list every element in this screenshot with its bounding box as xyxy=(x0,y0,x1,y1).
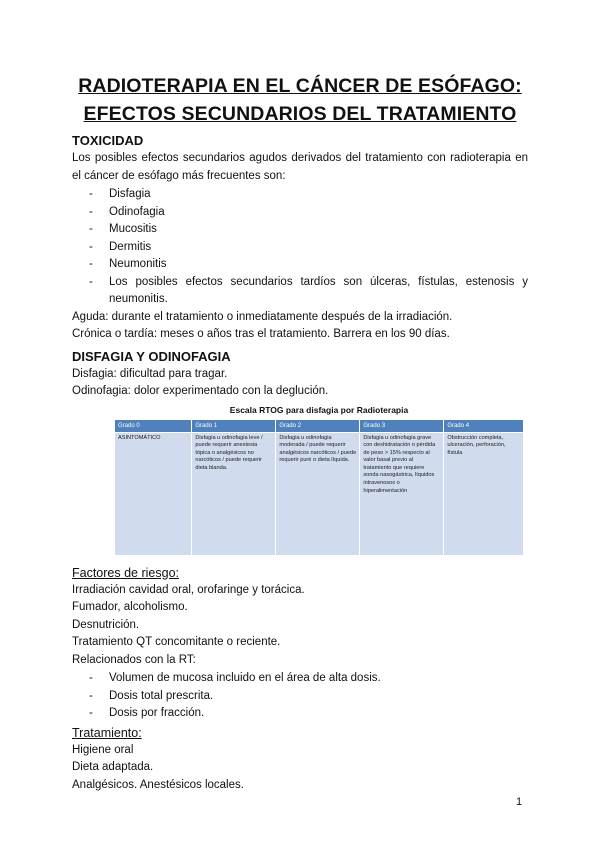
document-page xyxy=(72,72,528,794)
table-header-cell: Grado 2 xyxy=(276,419,360,432)
tratamiento-line: Higiene oral xyxy=(72,743,134,756)
table-cell: Disfagia u odinofagia leve / puede requerir anestesia tópica o analgésicos no narcóticos / puede requerir dieta blanda. xyxy=(192,432,276,555)
toxicidad-heading: TOXICIDAD xyxy=(72,133,144,148)
factor-line: Fumador, alcoholismo. xyxy=(72,601,188,613)
page-number: 1 xyxy=(516,796,523,808)
list-item: - Mucositis xyxy=(89,223,157,235)
rtog-table-title: Escala RTOG para disfagia por Radioterapia xyxy=(229,404,409,415)
factor-line: Relacionados con la RT: xyxy=(72,653,196,666)
cronica-text: Crónica o tardía: meses o años tras el tratamiento. Barrera en los 90 días. xyxy=(72,328,450,340)
table-cell: Disfagia u odinofagia moderada / puede requerir analgésicos narcóticos / puede requerir puré o dieta líquida. xyxy=(276,432,360,555)
aguda-text: Aguda: durante el tratamiento o inmediatamente después de la irradiación. xyxy=(72,310,453,323)
list-item: - Dermitis xyxy=(89,240,152,253)
rt-factors-list xyxy=(72,670,528,723)
list-item: - Volumen de mucosa incluido en el área de alta dosis. xyxy=(89,672,381,684)
tratamiento-heading: Tratamiento: xyxy=(72,725,142,740)
odinofagia-definition: Odinofagia: dolor experimentado con la deglución. xyxy=(72,385,329,397)
table-header-row xyxy=(115,419,524,432)
factor-line: Irradiación cavidad oral, orofaringe y torácica. xyxy=(72,583,305,596)
table-cell: ASINTOMÁTICO xyxy=(115,432,192,555)
title-line-2: EFECTOS SECUNDARIOS DEL TRATAMIENTO xyxy=(83,103,517,125)
title-line-1: RADIOTERAPIA EN EL CÁNCER DE ESÓFAGO: xyxy=(78,75,522,97)
list-item: - Dosis por fracción. xyxy=(89,707,205,719)
toxicidad-intro: Los posibles efectos secundarios agudos derivados del tratamiento con radioterapia en el cáncer de esófago más frecuentes son: xyxy=(72,152,528,182)
document-title xyxy=(72,72,528,128)
rtog-table xyxy=(114,419,524,556)
list-item: - Odinofagia xyxy=(89,205,165,218)
list-item: - Disfagia xyxy=(89,188,151,200)
table-header-cell: Grado 4 xyxy=(444,419,524,432)
list-item: - Dosis total prescrita. xyxy=(89,689,214,702)
table-header-cell: Grado 0 xyxy=(115,419,192,432)
table-header-cell: Grado 3 xyxy=(360,419,444,432)
list-item: - Los posibles efectos secundarios tardíos son úlceras, fístulas, estenosis y neumonitis. xyxy=(89,275,528,305)
table-header-cell: Grado 1 xyxy=(192,419,276,432)
tratamiento-line: Dieta adaptada. xyxy=(72,761,154,773)
factor-line: Tratamiento QT concomitante o reciente. xyxy=(72,636,281,648)
rtog-table-figure xyxy=(114,404,524,556)
tratamiento-line: Analgésicos. Anestésicos locales. xyxy=(72,778,244,791)
table-cell: Disfagia u odinofagia grave con deshidratación o pérdida de peso > 15% respecto al valor basal previo al tratamiento que requiere sonda nasogástrica, líquidos intravenosos o hiperalimentación xyxy=(360,432,444,555)
disfagia-definition: Disfagia: dificultad para tragar. xyxy=(72,367,228,380)
factor-line: Desnutrición. xyxy=(72,618,140,631)
disfagia-heading: DISFAGIA Y ODINOFAGIA xyxy=(72,348,231,364)
table-cell: Obstrucción completa, ulceración, perforación, fístula xyxy=(444,432,524,555)
toxicidad-list xyxy=(72,186,528,309)
factores-heading: Factores de riesgo: xyxy=(72,565,179,580)
table-row xyxy=(115,432,524,555)
list-item: - Neumonitis xyxy=(89,258,167,270)
